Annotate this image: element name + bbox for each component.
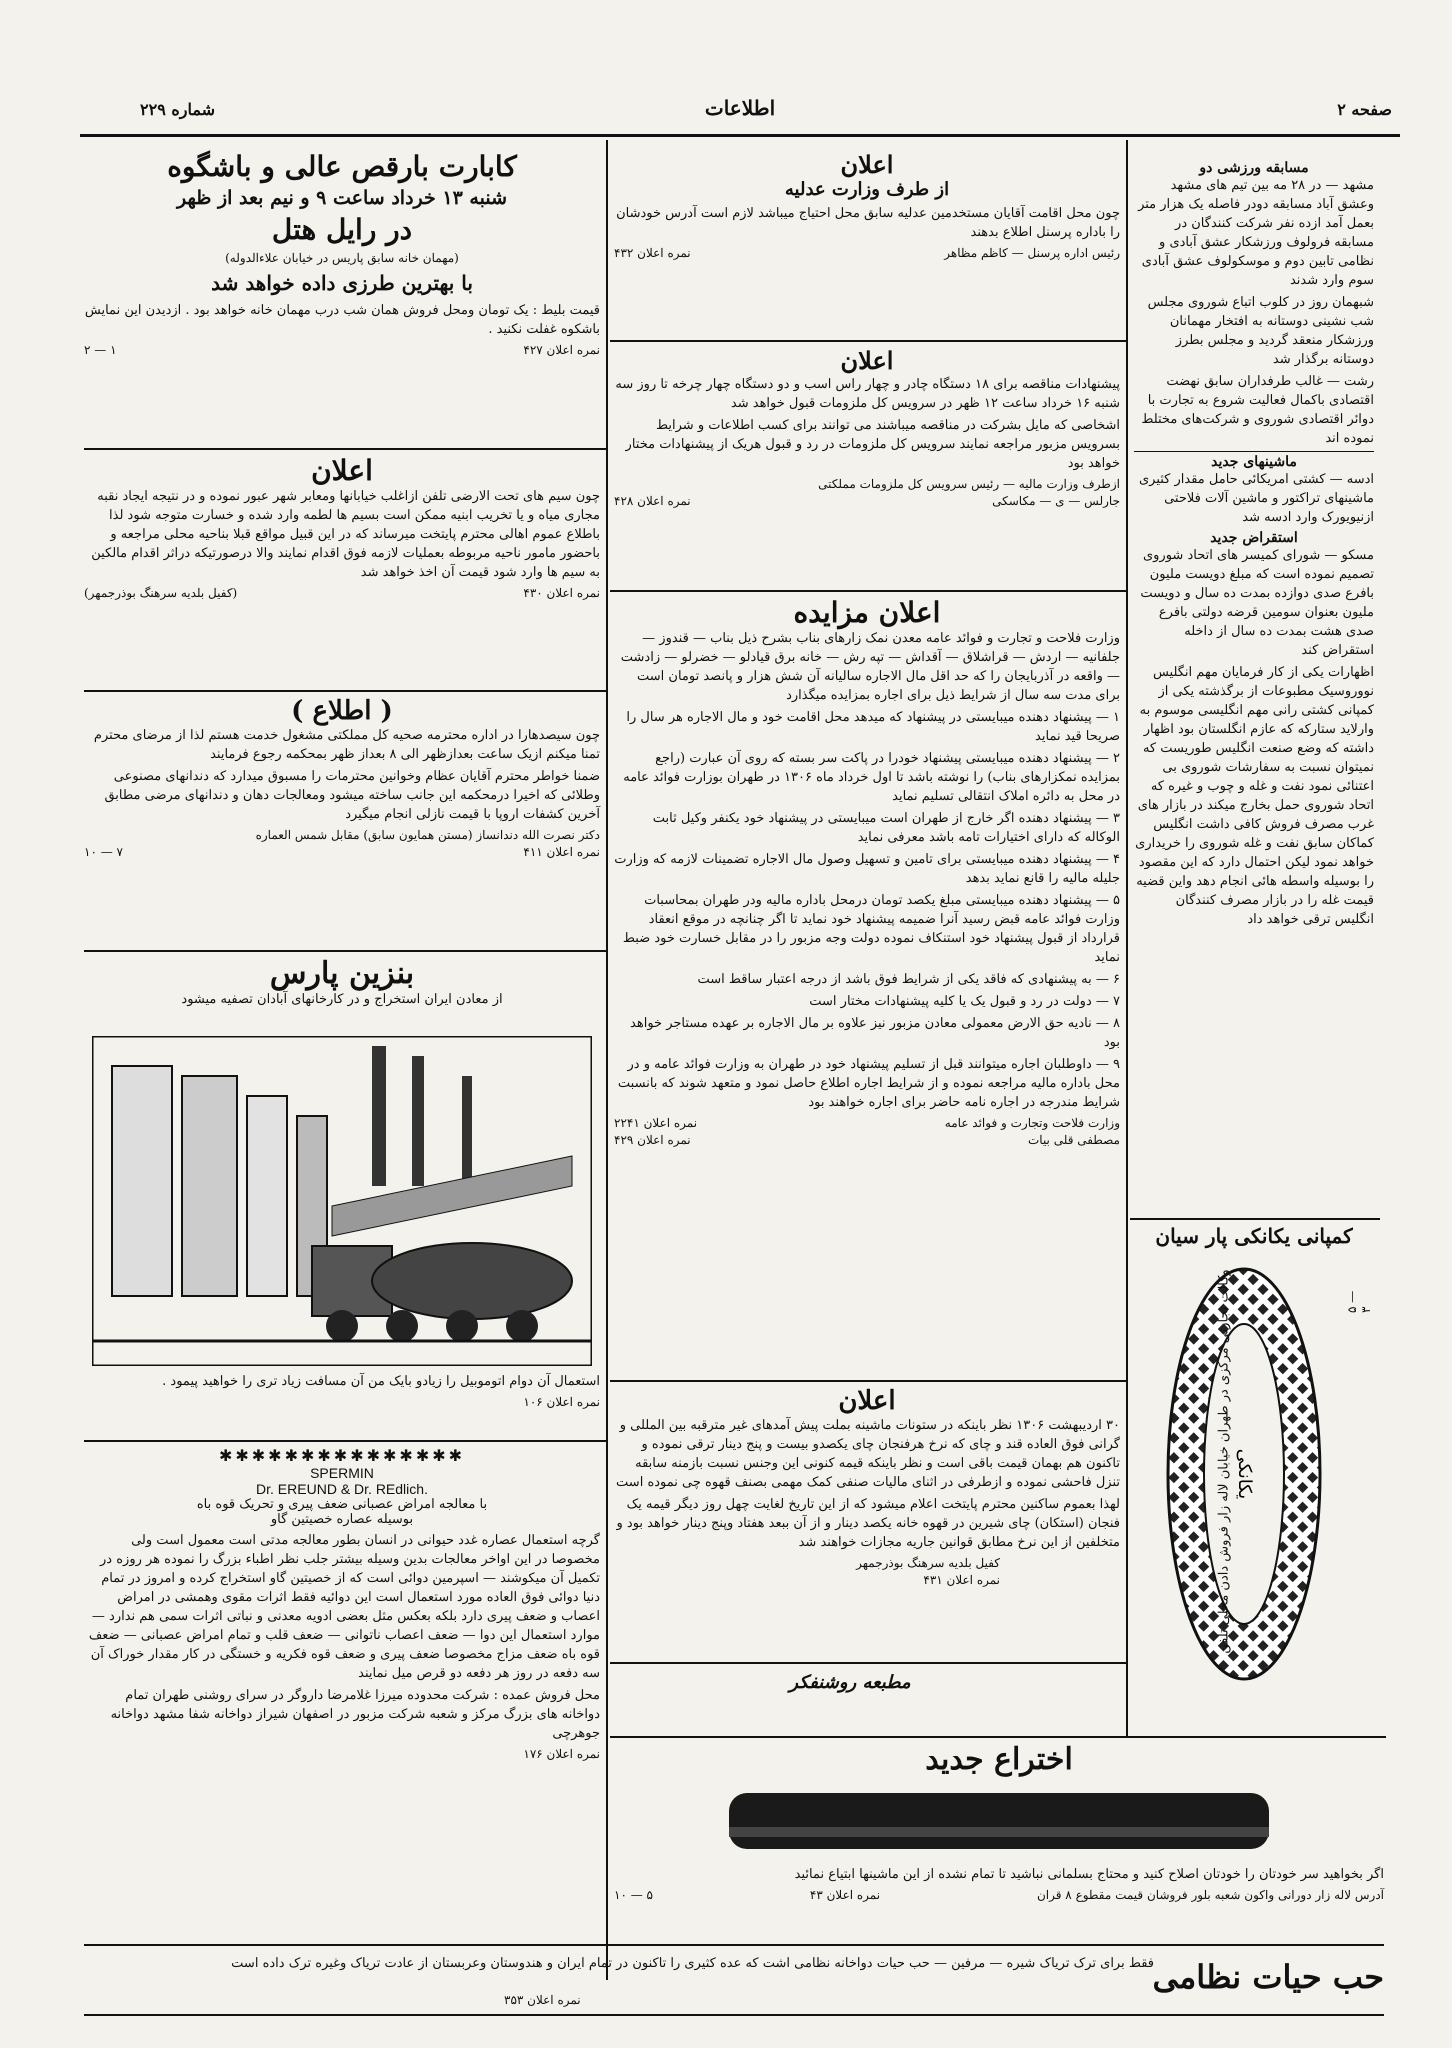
england-text: اظهارات یکی از کار فرمایان مهم انگلیس نووروسیک مطبوعات از برگذشته یکی از کمپانی کشتی رانی مهم انگلیسی موسوم به وارلاید ستارکه که عازم انگلستان بود اظهار داشته که وضع صنعت انگلیس طوریست که نمیتوان نسبت به سفارشات شوروی بی اعتنائی نمود نفت و غله و چوب و غیره که اتحاد شوروی حمل بخارج میکند در بازار های غرب مصرف فروش کافی داشت انگلیس کماکان سابق نفت و غله شوروی را خریداری خواهد نمود لیکن احتمال دارد که این مقصود را بوسیله واسطه هائی انجام دهد واین قضیه قیمت غله را در بازار مصرف کنندگان انگلیس ترقی خواهد داد <box>1135 665 1374 927</box>
invention-code: ۵ — ۱۰ <box>614 1888 653 1902</box>
auction-item: ۵ — پیشنهاد دهنده میبایستی مبلغ یکصد تومان درمحل باداره مالیه ودر طهران بمحاسبات وزارت فوائد عامه قبض رسید آنرا ضمیمه پیشنهاد خود نماید تا اگر چنانچه در موقع انعقاد قرارداد از قبول پیشنهاد خود استنکاف نموده دولت وجه مزبور را در مقابل خسارت خود ضبط نماید <box>622 893 1120 965</box>
justice-footer-left: نمره اعلان ۴۳۲ <box>614 246 691 260</box>
column-rule-left <box>606 140 608 1980</box>
cabaret-line3: در رایل هتل <box>271 213 413 246</box>
auction-item: ۸ — نادیه حق الارض معمولی معادن مزبور نیز علاوه بر مال الاجاره بر عهده مستاجر خواهد بود <box>630 1016 1120 1050</box>
sports-paragraph: شبهمان روز در کلوب اتباع شوروی مجلس شب نشینی دوستانه به افتخار مهمانان ورزشکار منعقد گردید و مجلس بطرز دوستانه برگذار شد <box>1147 295 1374 367</box>
star-border-icon: ✱✱✱✱✱✱✱✱✱✱✱✱✱✱✱ <box>218 1446 466 1465</box>
loan-title: استقراض جدید <box>1210 530 1298 546</box>
spermin-ad <box>84 1446 600 1763</box>
dentist-title: ( اطلاع ) <box>291 696 393 726</box>
divider <box>84 1944 1384 1946</box>
municipal-sign: کفیل بلدیه سرهنگ بوذرجمهر <box>856 1556 1000 1570</box>
pipes-text: چون سیم های تحت الارضی تلفن ازاغلب خیابانها ومعابر شهر عبور نموده و در نتیجه ایجاد نقبه مجاری میاه و یا تخریب ابنیه ممکن است بسیم ها لطمه وارد شده و خسارت متوجه شود لذا باطلاع عموم اهالی محترم پایتخت میرساند که در این قبیل مواقع قبلا بناحیه محلی مراجعه و باحضور مامور ناحیه مربوطه بعملیات لازمه فوق اقدام نمایند والا درصورتیکه دراثر اقدام مالکین به سیم ها وارد شود قیمت آن اخذ خواهد شد <box>91 489 600 580</box>
dentist-p2: ضمنا خواطر محترم آقایان عظام وخوانین محترمات را مسبوق میدارد که دندانهای مصنوعی وطلائی که اخیرا درمحکمه این جانب ساخته میشود ومعالجات دهان و دندانهای مرضی مطابق آخرین کشفات اروپا با قیمت نازلی انجام میگیرد <box>104 769 600 822</box>
divider <box>84 448 606 450</box>
auction-item: ۱ — پیشنهاد دهنده میبایستی در پیشنهاد که میدهد محل اقامت خود و مال الاجاره هر سال را صریحا قید نماید <box>626 710 1120 744</box>
tire-ad-title: کمپانی یکانکی پار سیان <box>1155 1224 1353 1248</box>
auction-sign2: مصطفی قلی بیات <box>1027 1133 1120 1147</box>
auction-intro: وزارت فلاحت و تجارت و فوائد عامه معدن نمک زارهای بناب بشرح ذیل بناب — قندوز — جلفانیه — اردش — قراشلاق — آقداش — تپه رش — خانه برق قیادلو — خضرلو — زادشت — واقعه در آذربایجان را که حد اقل مال الاجاره سالیانه آن شش هزار و پانصد تومان است برای مدت سه سال از شرایط ذیل برای اجاره بمزایده میگذارد <box>620 631 1120 703</box>
auction-item: ۶ — به پیشنهادی که فاقد یکی از شرایط فوق باشد از درجه اعتبار ساقط است <box>697 972 1120 987</box>
spermin-tag1: با معالجه امراض عصبانی ضعف پیری و تحریک قوه باه <box>196 1497 488 1512</box>
new-invention-ad <box>614 1742 1384 1904</box>
justice-title: اعلان <box>840 150 894 179</box>
tire-ad <box>1134 1224 1374 1694</box>
spermin-tag2: بوسیله عصاره خصیتین گاو <box>270 1512 414 1527</box>
tire-illustration <box>1164 1264 1324 1684</box>
municipal-notice <box>614 1386 1120 1589</box>
auction-item: ۲ — پیشنهاد دهنده میبایستی پیشنهاد خودرا در پاکت سر بسته که روی آن عبارت (راجع بمزایده نمکزارهای بناب) را نوشته باشد تا اول خرداد ماه ۱۳۰۶ در طهران بوزارت فوائد عامه در محل به دائره املاک انتقالی تسلیم نماید <box>623 751 1120 804</box>
municipal-p2: لهذا بعموم ساکنین محترم پایتخت اعلام میشود که از این تاریخ لغایت چهل روز دیگر قیمه یک فنجان (استکان) چای شیرین در قهوه خانه یکصد دینار و از آن ببعد هفتاد وپنج دینار خواهد بود و متخلفین از این نرخ مطابق قوانین جاریه مجازات خواهند شد <box>616 1497 1120 1550</box>
sports-paragraph: رشت — غالب طرفداران سابق نهضت اقتصادی باکمال فعالیت شروع به تجارت با دوائر اقتصادی شوروی و شرکت‌های مختلط نموده اند <box>1141 374 1374 446</box>
tender-title: اعلان <box>840 346 894 375</box>
loan-text: مسکو — شورای کمیسر های اتحاد شوروی تصمیم نموده است که مبلغ دویست ملیون بافرع صدی دوازده بمدت ده سال و دویست ملیون بعنوان سومین قرضه دولتی بافرع صدی هشت بمدت ده سال از داخله استقراض کند <box>1140 548 1374 658</box>
divider <box>610 340 1126 342</box>
divider <box>610 590 1126 592</box>
sports-paragraph: مشهد — در ۲۸ مه بین تیم های مشهد وعشق آباد مسابقه دودر فاصله یک هزار متر بعمل آمد ازده نفر شرکت کنندگان در مسابقه فرولوف ورزشکار عشق آبادی و نظامی تابین دوم و موسکولوف عشق آبادی سوم وارد شدند <box>1138 178 1374 288</box>
cabaret-code: ۱ — ۲ <box>84 343 117 357</box>
tire-label: یکانکی <box>1234 1448 1255 1500</box>
pipes-title: اعلان <box>311 454 373 487</box>
pipes-sign: (کفیل بلدیه سرهنگ بوذرجمهر) <box>84 586 238 600</box>
press-stamp: مطبعه روشنفکر <box>789 1672 911 1693</box>
pills-text: فقط برای ترک تریاک شیره — مرفین — حب حیات دواخانه نظامی اشت که عده کثیری را تاکنون در تمام ایران و هندوستان وعربستان از عادت تریاک وغیره ترک داده است <box>231 1956 1154 1971</box>
dentist-notice <box>84 696 600 861</box>
municipal-number: نمره اعلان ۴۳۱ <box>923 1573 1000 1587</box>
benzine-title: بنزین پارس <box>269 956 415 991</box>
benzine-caption: استعمال آن دوام اتوموبیل را زیادو بایک من آن مسافت زیاد تری را خواهید پیمود . <box>162 1374 600 1389</box>
tire-side-text: وکالت تجارتی مرکزی در طهران خیابان لاله زار فروش دادن محلی تلفن <box>1216 1269 1232 1654</box>
cabaret-line6: قیمت بلیط : یک تومان ومحل فروش همان شب درب مهمان خانه خواهد بود . ازدیدن این نمایش باشکوه غفلت نکنید . <box>84 303 600 337</box>
benzine-number: نمره اعلان ۱۰۶ <box>523 1395 600 1409</box>
refinery-illustration <box>92 1036 592 1366</box>
tire-code: ۵ — ۳ <box>1345 1290 1373 1313</box>
tender-sign2: جارلس — ی — مکاسکی <box>992 494 1120 508</box>
dentist-code: ۷ — ۱۰ <box>84 845 123 859</box>
benzine-footer <box>84 1372 600 1411</box>
paper-name: اطلاعات <box>704 96 776 120</box>
column-rule-right <box>1126 140 1128 1736</box>
tender-sign: ازطرف وزارت مالیه — رئیس سرویس کل ملزومات مملکتی <box>818 477 1120 491</box>
municipal-title: اعلان <box>838 1386 896 1416</box>
benzine-subtitle: از معادن ایران استخراج و در کارخانهای آبادان تصفیه میشود <box>181 992 503 1007</box>
auction-item: ۴ — پیشنهاد دهنده میبایستی برای تامین و تسهیل وصول مال الاجاره تضمینات لازمه که وزارت جلیله مالیه را قانع نماید بدهد <box>614 852 1120 886</box>
pills-number: نمره اعلان ۳۵۳ <box>504 1993 581 2007</box>
masthead <box>0 92 1452 132</box>
hair-clipper-illustration <box>719 1781 1279 1861</box>
machines-text: ادسه — کشتی امریکائی حامل مقدار کثیری ماشینهای تراکتور و ماشین آلات فلاحتی ازنیویورک وارد ادسه شد <box>1138 472 1374 525</box>
invention-address: آدرس لاله زار دورانی واکون شعبه بلور فروشان قیمت مقطوع ۸ قران <box>1036 1888 1384 1902</box>
dentist-sign: دکتر نصرت الله دندانساز (مستن همایون سابق) مقابل شمس العماره <box>255 828 600 842</box>
spermin-brand: SPERMIN <box>310 1465 374 1481</box>
spermin-text: گرچه استعمال عصاره غدد حیوانی در انسان بطور معالجه مدتی است معمول است ولی مخصوصا در این اواخر معالجات بدین وسیله بیشتر جلب نظر اطباء بزرگ را نموده هر روزه در تکمیل آن میکوشند — اسپرمین دوائی است که از خصیتین گاو استخراج کرده و امروز در تمام دنیا دوائی فوق العاده مورد استعمال است این دوائیه فقط اثرات مقوی وهمشی در امراض اعصاب و ضعف پیری دارد بلکه بعکس مثل بعضی ادویه معدنی و نباتی اثرات سمی هم ندارد — موارد استعمال این دوا — ضعف اعصاب ناتوانی — ضعف قلب و تمام امراض عصبانی — ضعف قوه باه ضعف مزاج مخصوصا ضعف پیری و ضعف قوه فکریه و خستگی در کار مقدار خوراک آن سه دفعه در روز هر دفعه دو قرص میل نمایند <box>88 1533 600 1681</box>
masthead-rule <box>80 134 1400 137</box>
invention-text: اگر بخواهید سر خودتان را خودتان اصلاح کنید و محتاج بسلمانی نباشید تا تمام نشده از این ماشینها ابتیاع نمائید <box>794 1867 1384 1882</box>
dentist-number: نمره اعلان ۴۱۱ <box>523 845 600 859</box>
auction-number: نمره اعلان ۲۲۴۱ <box>614 1116 698 1130</box>
divider <box>84 950 606 952</box>
tender-p1: پیشنهادات مناقصه برای ۱۸ دستگاه چادر و چهار راس اسب و دو دستگاه چهار چرخه تا روز سه شنبه ۱۶ خرداد ساعت ۱۲ ظهر در سرویس کل ملزومات قبول خواهد شد <box>615 377 1120 411</box>
municipal-p1: ۳۰ اردیبهشت ۱۳۰۶ نظر باینکه در ستونات ماشینه بملت پیش آمدهای غیر مترقبه بین المللی و گرانی فوق العاده قند و چای که نرخ هرفنجان چای یکصدو بیست و پنج دینار ترقی نموده و تاکنون هم بهمان قیمت باقی است و نظر باینکه قیمه کنونی این وجنس نسبت بازمنه سابقه تنزل فاحشی نموده و ازطرفی در اثنای مالیات صنفی کمک مهمی بصنف قهوه چی نموده است <box>616 1418 1120 1490</box>
invention-number: نمره اعلان ۴۳ <box>809 1888 881 1902</box>
pills-ad <box>84 1950 1384 2010</box>
spermin-number: نمره اعلان ۱۷۶ <box>523 1747 600 1761</box>
cabaret-line1: کابارت بارقص عالی و باشگوه <box>167 150 517 183</box>
cabaret-line4: (مهمان خانه سابق پاریس در خیابان علاءالدوله) <box>225 251 459 265</box>
page-label: صفحه ۲ <box>1337 100 1392 119</box>
tire-ad-rule <box>1130 1218 1380 1220</box>
machines-title: ماشینهای جدید <box>1134 451 1374 470</box>
divider <box>84 1440 606 1442</box>
benzine-ad <box>84 956 600 1008</box>
divider <box>610 1380 1126 1382</box>
divider <box>610 1662 1126 1664</box>
auction-number2: نمره اعلان ۴۲۹ <box>614 1133 691 1147</box>
auction-sign: وزارت فلاحت وتجارت و فوائد عامه <box>944 1116 1120 1130</box>
auction-item: ۷ — دولت در رد و قبول یک یا کلیه پیشنهادات مختار است <box>809 994 1120 1009</box>
sports-title: مسابقه ورزشی دو <box>1199 160 1309 176</box>
tender-p2: اشخاصی که مایل بشرکت در مناقصه میباشند می توانند برای کسب اطلاعات و شرایط بسرویس مزبور مراجعه نمایند سرویس کل ملزومات در رد و قبول هریک از پیشنهادات مختار خواهد بود <box>625 418 1120 471</box>
justice-subtitle: از طرف وزارت عدلیه <box>784 179 950 200</box>
pipes-number: نمره اعلان ۴۳۰ <box>523 586 600 600</box>
invention-title: اختراع جدید <box>925 1742 1073 1777</box>
pipes-notice <box>84 454 600 602</box>
justice-footer-right: رئیس اداره پرسنل — کاظم مظاهر <box>944 246 1120 260</box>
cabaret-ad <box>84 150 600 359</box>
cabaret-line2: شنبه ۱۳ خرداد ساعت ۹ و نیم بعد از ظهر <box>177 187 507 209</box>
divider <box>84 690 606 692</box>
auction-title: اعلان مزایده <box>793 596 941 629</box>
auction-notice <box>614 596 1120 1149</box>
justice-text: چون محل اقامت آقایان مستخدمین عدلیه سابق محل احتیاج میباشد لازم است آدرس خودشان را باداره پرسنل اطلاع بدهند <box>616 206 1120 240</box>
issue-label: شماره ۲۲۹ <box>140 100 215 119</box>
dentist-p1: چون سیصدهارا در اداره محترمه صحیه کل مملکتی مشغول خدمت هستم لذا از مرضای محترم تمنا میکنم ازیک ساعت بعدازظهر الی ۸ بعداز ظهر بمحکمه رجوع فرمایند <box>93 728 600 762</box>
bottom-rule <box>84 2014 1384 2016</box>
divider <box>610 1736 1386 1738</box>
auction-item: ۳ — پیشنهاد دهنده اگر خارج از طهران است میبایستی در پیشنهاد خود یکنفر وکیل ثابت الوکاله که دارای اختیارات تامه باشد معرفی نماید <box>652 811 1120 845</box>
spermin-doctors: Dr. EREUND & Dr. REdlich. <box>256 1481 428 1497</box>
tender-number: نمره اعلان ۴۲۸ <box>614 494 691 508</box>
cabaret-line5: با بهترین طرزی داده خواهد شد <box>211 271 473 295</box>
tender-notice <box>614 346 1120 510</box>
cabaret-number: نمره اعلان ۴۲۷ <box>523 343 600 357</box>
justice-notice <box>614 150 1120 262</box>
sports-section <box>1134 160 1374 932</box>
auction-item: ۹ — داوطلبان اجاره میتوانند قبل از تسلیم پیشنهاد خود در طهران به وزارت فوائد عامه و در محل باداره مالیه مراجعه نموده و از شرایط اجاره اطلاع حاصل نمود و متعهد شوند که بانسبت شرایط مندرجه در اجاره نامه حاضر برای اجاره خواهند بود <box>617 1057 1120 1110</box>
pills-title: حب حیات نظامی <box>1152 1958 1384 1996</box>
spermin-place: محل فروش عمده : شرکت محدوده میرزا غلامرضا داروگر در سرای روشنی طهران تمام دواخانه های بزرگ مرکز و شعبه شرکت مزبور در اصفهان شیراز دواخانه شفا مشهد دواخانه جوهرچی <box>110 1688 600 1741</box>
